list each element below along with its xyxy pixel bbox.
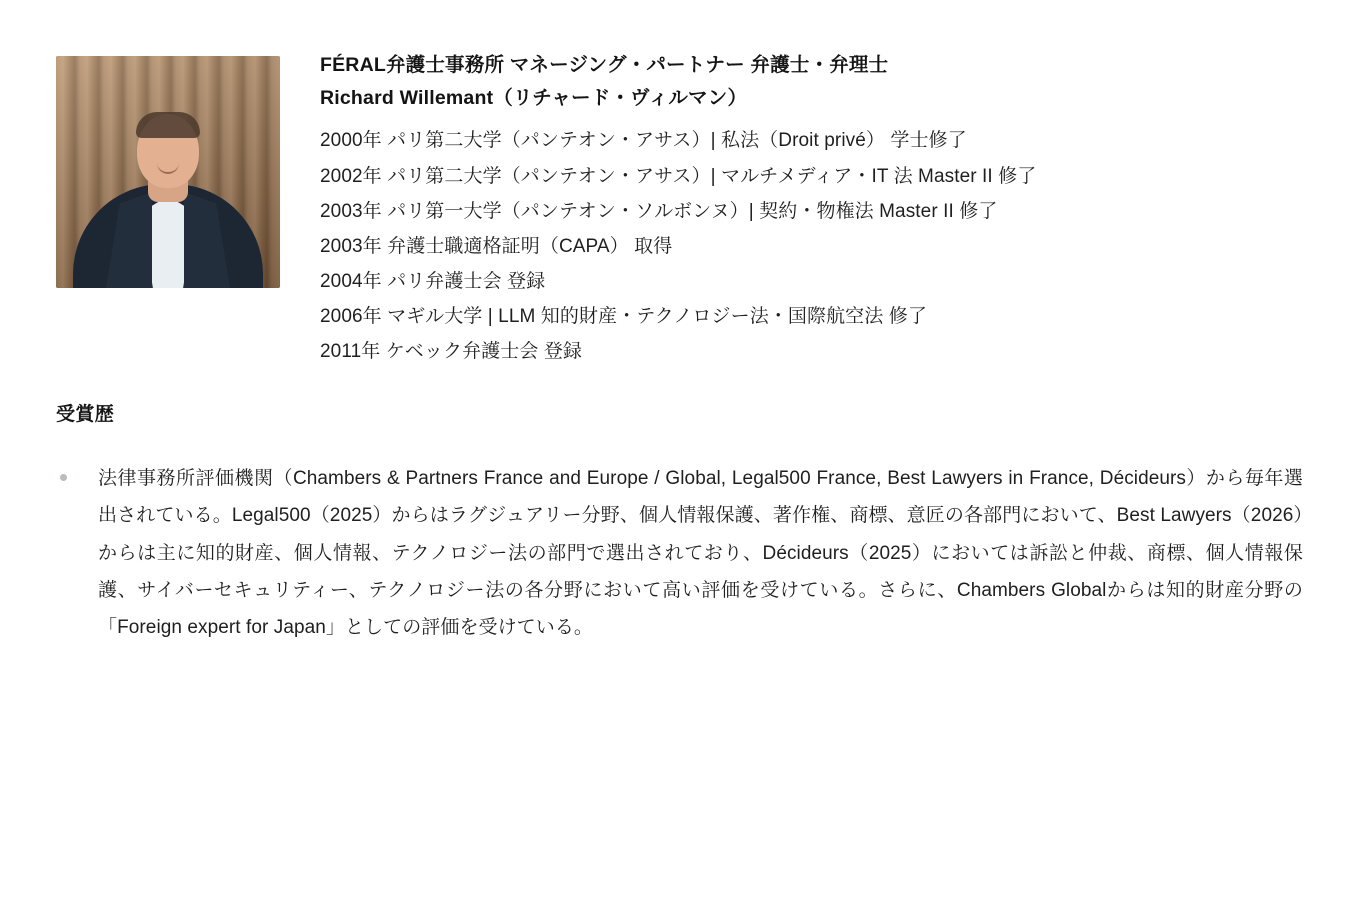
award-text: 法律事務所評価機関（Chambers & Partners France and Europe / Global, Legal500 France, Best Lawyers in France, Décideurs）から毎年選出されている。Legal500（2025）からはラグジュアリー分野、個人情報保護、著作権、商標、意匠の各部門において、Best Lawyers（2026）からは主に知的財産、個人情報、テクノロジー法の部門で選出されており、Décideurs（2025）においては訴訟と仲裁、商標、個人情報保護、サイバーセキュリティー、テクノロジー法の各分野において高い評価を受けている。さらに、Chambers Globalからは知的財産分野の「Foreign expert for Japan」としての評価を受けている。	[98, 468, 1303, 638]
profile-name-line: Richard Willemant（リチャード・ヴィルマン）	[320, 87, 748, 110]
person-figure	[68, 128, 268, 288]
profile-text-block	[280, 40, 1306, 369]
cv-entry: 2011年 ケベック弁護士会 登録	[320, 341, 583, 363]
cv-entry: 2006年 マギル大学 | LLM 知的財産・テクノロジー法・国際航空法 修了	[320, 306, 927, 328]
profile-title-line: FÉRAL弁護士事務所 マネージング・パートナー 弁護士・弁理士	[320, 54, 889, 76]
cv-entry: 2004年 パリ弁護士会 登録	[320, 271, 546, 292]
bullet-icon	[60, 474, 67, 481]
awards-list	[56, 460, 1306, 645]
profile-block	[56, 40, 1306, 369]
cv-entry: 2003年 弁護士職適格証明（CAPA） 取得	[320, 235, 673, 257]
hair	[136, 112, 200, 138]
awards-section-title: 受賞歴	[56, 404, 115, 426]
cv-entry: 2003年 パリ第一大学（パンテオン・ソルボンヌ）| 契約・物権法 Master II 修了	[320, 200, 998, 222]
cv-entry: 2002年 パリ第二大学（パンテオン・アサス）| マルチメディア・IT 法 Master II 修了	[320, 165, 1037, 187]
list-item	[56, 460, 1303, 645]
cv-entry: 2000年 パリ第二大学（パンテオン・アサス）| 私法（Droit privé） 学士修了	[320, 130, 967, 152]
portrait-photo	[56, 56, 280, 288]
